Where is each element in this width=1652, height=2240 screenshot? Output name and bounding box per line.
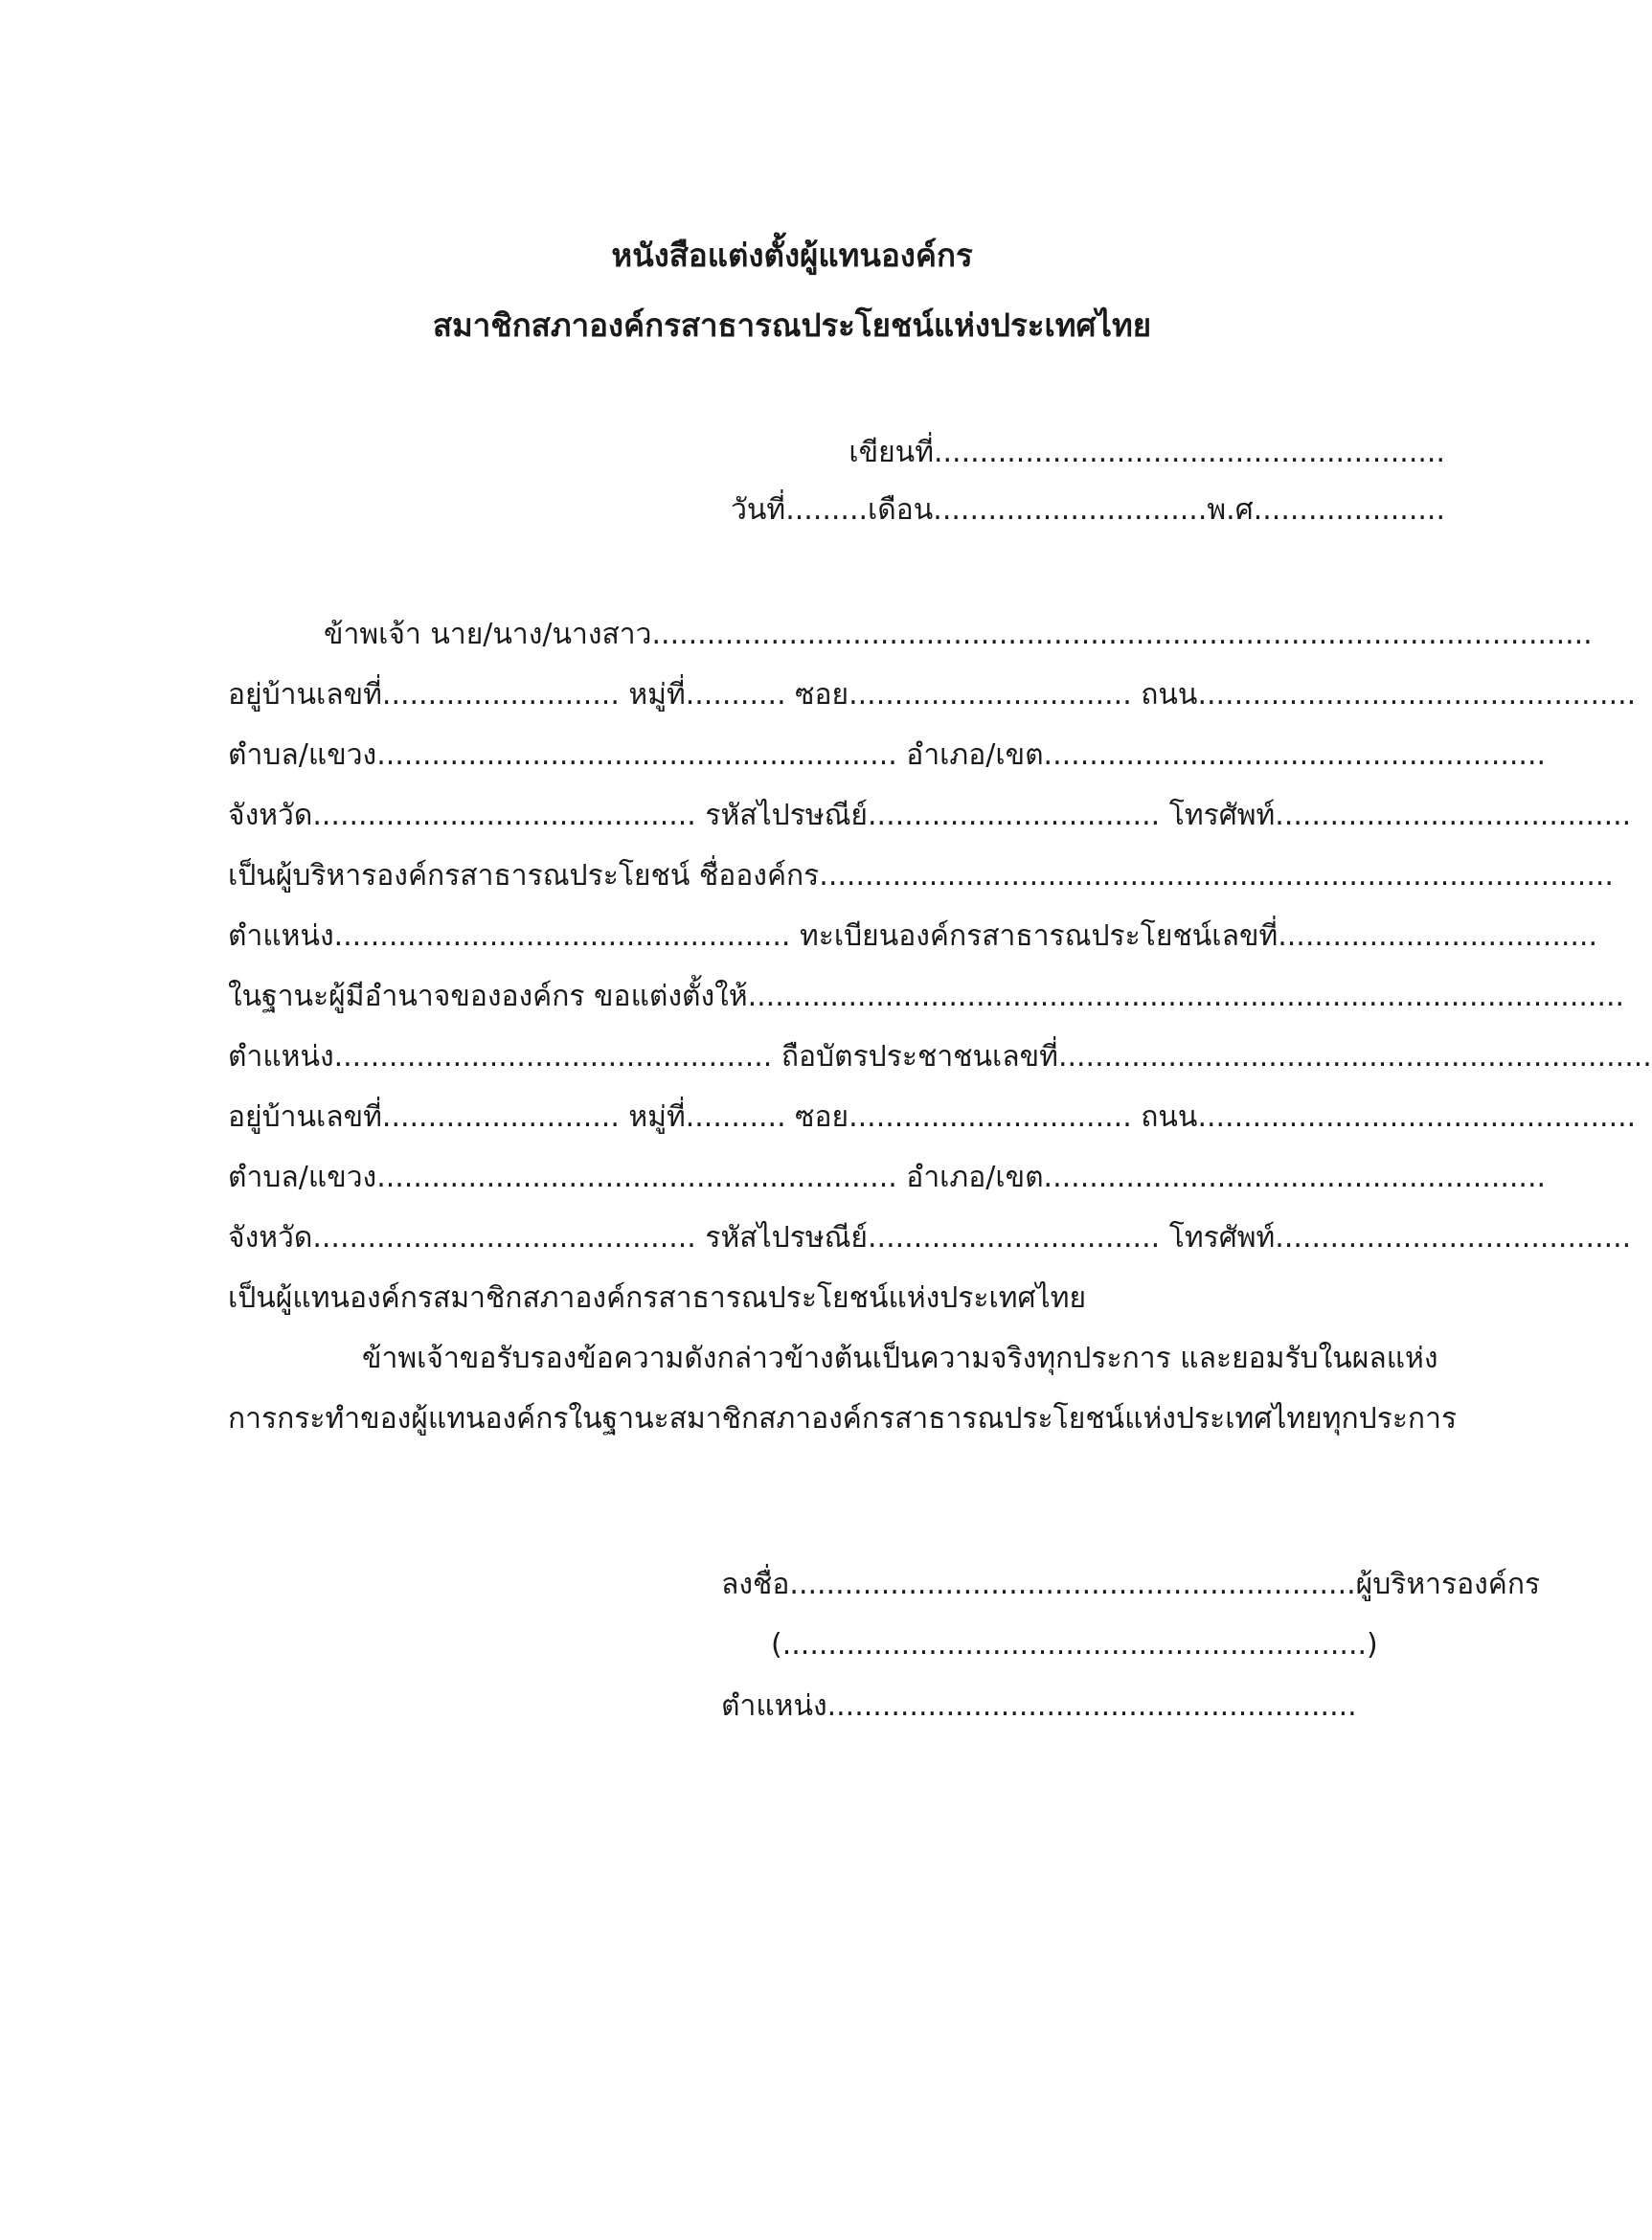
declarant-subdistrict-line[interactable]: ตำบล/แขวง......................................................... อำเภอ/เขต....................................................... (228, 738, 1547, 772)
document-title: หนังสือแต่งตั้งผู้แทนองค์กร (611, 237, 973, 274)
appointee-id-line[interactable]: ตำแหน่ง................................................ ถือบัตรประชาชนเลขที่................................................................. (228, 1040, 1652, 1074)
appointee-subdistrict-line[interactable]: ตำบล/แขวง......................................................... อำเภอ/เขต....................................................... (228, 1161, 1547, 1194)
declarant-address-line[interactable]: อยู่บ้านเลขที่.......................... หมู่ที่........... ซอย............................... ถนน................................................ (228, 678, 1637, 712)
certification-text-line1: ข้าพเจ้าขอรับรองข้อความดังกล่าวข้างต้นเป็นความจริงทุกประการ และยอมรับในผลแห่ง (362, 1342, 1438, 1375)
written-at-field[interactable]: เขียนที่........................................................ (849, 436, 1445, 469)
signatory-name-field[interactable]: (................................................................) (771, 1628, 1378, 1662)
document-subtitle: สมาชิกสภาองค์กรสาธารณประโยชน์แห่งประเทศไทย (432, 306, 1152, 344)
signatory-position-field[interactable]: ตำแหน่ง.......................................................... (721, 1689, 1357, 1723)
date-field[interactable]: วันที่.........เดือน..............................พ.ศ..................... (731, 493, 1445, 527)
certification-text-line2: การกระทำของผู้แทนองค์กรในฐานะสมาชิกสภาองค์กรสาธารณประโยชน์แห่งประเทศไทยทุกประการ (228, 1402, 1458, 1436)
declarant-province-line[interactable]: จังหวัด.......................................... รหัสไปรษณีย์................................ โทรศัพท์....................................... (228, 799, 1632, 832)
appointment-statement: เป็นผู้แทนองค์กรสมาชิกสภาองค์กรสาธารณประโยชน์แห่งประเทศไทย (228, 1281, 1087, 1315)
organization-registration-line[interactable]: ตำแหน่ง.................................................. ทะเบียนองค์กรสาธารณประโยชน์เลขที่................................... (228, 919, 1597, 953)
signature-field[interactable]: ลงชื่อ..............................................................ผู้บริหารองค์กร (721, 1568, 1541, 1601)
appointee-name-line[interactable]: ในฐานะผู้มีอำนาจขององค์กร ขอแต่งตั้งให้................................................................................................ (228, 980, 1625, 1013)
organization-name-line[interactable]: เป็นผู้บริหารองค์กรสาธารณประโยชน์ ชื่อองค์กร....................................................................................... (228, 859, 1614, 893)
appointee-address-line[interactable]: อยู่บ้านเลขที่.......................... หมู่ที่........... ซอย............................... ถนน................................................ (228, 1100, 1637, 1134)
declarant-name-line[interactable]: ข้าพเจ้า นาย/นาง/นางสาว....................................................................................................... (324, 618, 1593, 651)
appointee-province-line[interactable]: จังหวัด.......................................... รหัสไปรษณีย์................................ โทรศัพท์....................................... (228, 1221, 1632, 1255)
